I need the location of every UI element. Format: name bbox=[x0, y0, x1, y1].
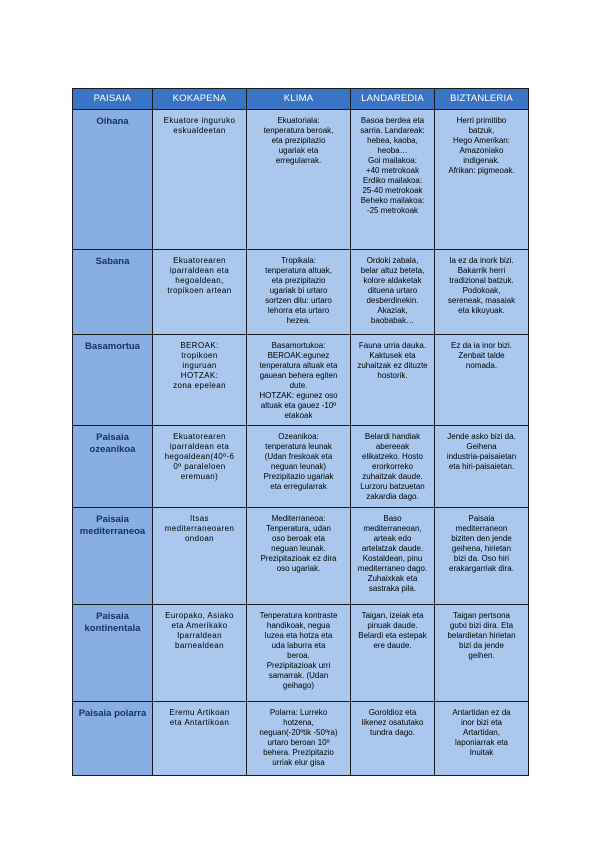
cell-biztanleria: Paisaia mediterraneon biziten den jende geihena, hirietan bizi da. Oso hiri erakargarriak dira. bbox=[435, 508, 529, 605]
cell-klima: Polarra: Lurreko hotzena, neguan(-20ºtik -50ºra) urtaro beroan 10º behera. Prezipitazio urriak elur gisa bbox=[247, 702, 351, 776]
cell-klima: Ozeanikoa: tenperatura leunak (Udan freskoak eta neguan leunak) Prezipitazio ugariak eta erregularrak bbox=[247, 426, 351, 508]
cell-biztanleria: Jende asko bizi da. Geihena industria-paisaietan eta hiri-paisaietan. bbox=[435, 426, 529, 508]
cell-kokapena: BEROAK: tropikoen inguruan HOTZAK: zona epelean bbox=[153, 335, 247, 426]
cell-klima: Tropikala: tenperatura altuak, eta prezipitazio ugariak bi urtaro sortzen ditu: urtaro lehorra eta urtaro hezea. bbox=[247, 250, 351, 335]
header-paisaia: PAISAIA bbox=[73, 89, 153, 110]
cell-kokapena: Ekuatore inguruko eskualdeetan bbox=[153, 110, 247, 250]
cell-landaredia: Fauna urria dauka. Kaktusek eta zuhaitzak ez dituzte hostorik. bbox=[351, 335, 435, 426]
cell-landaredia: Ordoki zabala, belar altuz beteta, kolore aldaketak dituena urtaro desberdinekin. Akaziak, baobabak… bbox=[351, 250, 435, 335]
cell-biztanleria: Antartidan ez da inor bizi eta Artartidan, laponiarrak eta Inuitak bbox=[435, 702, 529, 776]
cell-kokapena: Itsas mediterraneoaren ondoan bbox=[153, 508, 247, 605]
cell-kokapena: Europako, Asiako eta Amerikako Iparraldean barnealdean bbox=[153, 605, 247, 702]
cell-biztanleria: Taigan pertsona gutxi bizi dira. Eta belardietan hirietan bizi da jende geihen. bbox=[435, 605, 529, 702]
cell-landaredia: Basoa berdea eta sarria. Landareak: hebea, kaoba, heoba… Goi mailakoa: +40 metrokoak Erdiko mailakoa: 25-40 metrokoak Beheko mailakoa: -25 metrokoak bbox=[351, 110, 435, 250]
cell-klima: Mediterraneoa: Tenperatura, udan oso beroak eta neguan leunak. Prezipitazioak ez dira oso ugariak. bbox=[247, 508, 351, 605]
table-row bbox=[73, 508, 529, 605]
cell-klima: Tenperatura kontraste handikoak, negua luzea eta hotza eta uda laburra eta beroa. Prezipitazioak urri samarrak. (Udan geihago) bbox=[247, 605, 351, 702]
cell-klima: Basamortukoa: BEROAK:egunez tenperatura altuak eta gauean behera egiten dute. HOTZAK: egunez oso altuak eta gauez -10º etakoak bbox=[247, 335, 351, 426]
cell-paisaia: Sabana bbox=[73, 250, 153, 335]
table-row bbox=[73, 110, 529, 250]
cell-landaredia: Baso mediterraneoan, arteak edo artelatzak daude. Kostaldean, pinu mediterraneo dago. Zuhaixkak eta sastraka pila. bbox=[351, 508, 435, 605]
cell-kokapena: Eremu Artikoan eta Antartikoan bbox=[153, 702, 247, 776]
table-row bbox=[73, 426, 529, 508]
table-row bbox=[73, 702, 529, 776]
table-header-row bbox=[73, 89, 529, 110]
table-row bbox=[73, 335, 529, 426]
header-biztanleria: BIZTANLERIA bbox=[435, 89, 529, 110]
cell-paisaia: Paisaia polarra bbox=[73, 702, 153, 776]
cell-paisaia: Paisaia kontinentala bbox=[73, 605, 153, 702]
cell-paisaia: Paisaia mediterraneoa bbox=[73, 508, 153, 605]
header-landaredia: LANDAREDIA bbox=[351, 89, 435, 110]
cell-paisaia: Basamortua bbox=[73, 335, 153, 426]
cell-landaredia: Goroldioz eta likenez osatutako tundra dago. bbox=[351, 702, 435, 776]
cell-biztanleria: Ia ez da inork bizi. Bakarrik herri tradizional batzuk. Podokoak, sereneak, masaiak eta kikuyuak. bbox=[435, 250, 529, 335]
cell-klima: Ekuatoriala: tenperatura beroak, eta prezipitazio ugariak eta erregularrak. bbox=[247, 110, 351, 250]
header-kokapena: KOKAPENA bbox=[153, 89, 247, 110]
table-row bbox=[73, 250, 529, 335]
cell-paisaia: Paisaia ozeanikoa bbox=[73, 426, 153, 508]
cell-landaredia: Taigan, izeiak eta pinuak daude. Belardi eta estepak ere daude. bbox=[351, 605, 435, 702]
cell-biztanleria: Herri primitibo batzuk, Hego Amerikan: Amazoniako indigenak. Afrikan: pigmeoak. bbox=[435, 110, 529, 250]
cell-kokapena: Ekuatorearen iparraldean eta hegoaldean, tropikoen artean bbox=[153, 250, 247, 335]
landscapes-table bbox=[72, 88, 529, 776]
cell-kokapena: Ekuatorearen iparraldean eta hegoaldean(40º-6 0º paraleloen eremuan) bbox=[153, 426, 247, 508]
cell-paisaia: Oihana bbox=[73, 110, 153, 250]
header-klima: KLIMA bbox=[247, 89, 351, 110]
cell-biztanleria: Ez da ia inor bizi. Zenbait talde nomada. bbox=[435, 335, 529, 426]
cell-landaredia: Belardi handiak abereeak elikatzeko. Hosto erorkorreko zuhaitzak daude. Lurzoru batzuetan zakardia dago. bbox=[351, 426, 435, 508]
table-row bbox=[73, 605, 529, 702]
